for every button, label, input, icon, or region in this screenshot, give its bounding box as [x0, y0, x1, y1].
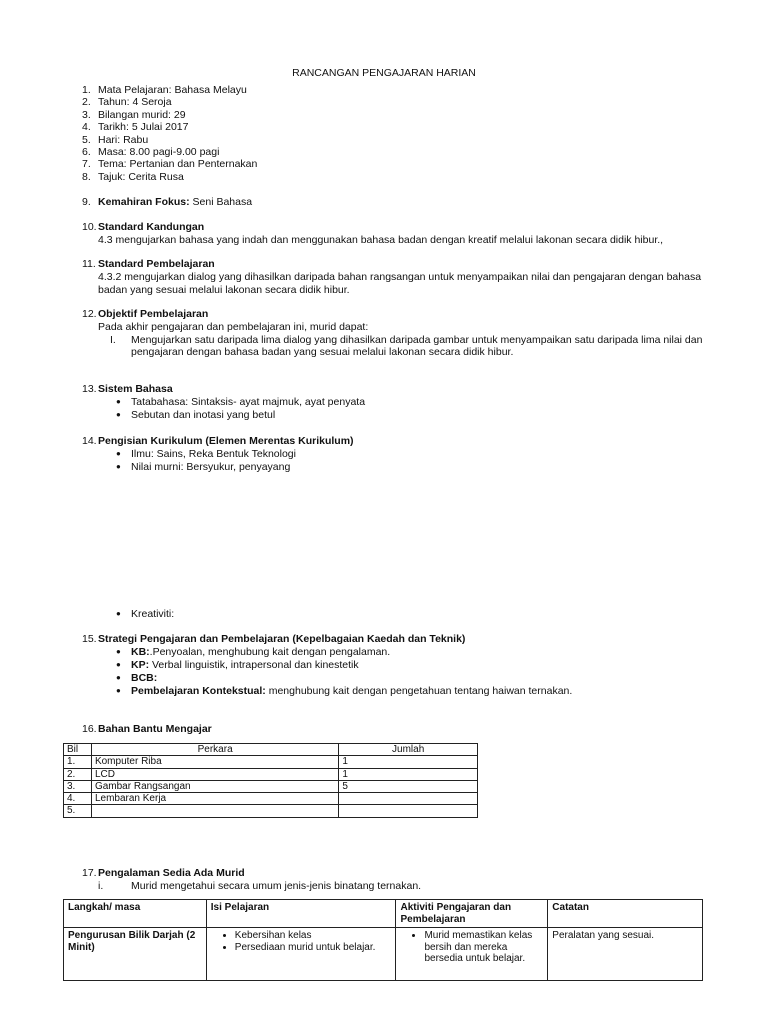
kurikulum-item: Kreativiti: — [131, 608, 175, 620]
table-cell: LCD — [91, 768, 338, 780]
objektif-item-line2: pengajaran dengan bahasa badan yang sesuai melalui lakonan secara didik hibur. — [131, 346, 514, 358]
pengalaman-item: Murid mengetahui secara umum jenis-jenis binatang ternakan. — [131, 880, 422, 892]
table-cell: 2. — [64, 768, 92, 780]
strategi-item: KP: Verbal linguistik, intrapersonal dan kinestetik — [131, 659, 359, 671]
bullet-icon: ● — [116, 673, 121, 682]
table-row — [64, 768, 478, 780]
table-cell: 1 — [339, 756, 478, 768]
isi-cell — [206, 928, 396, 981]
catatan-cell: Peralatan yang sesuai. — [548, 928, 703, 981]
column-header: Catatan — [548, 900, 703, 928]
isi-item: • Persediaan murid untuk belajar. — [235, 942, 392, 954]
strategi-item: BCB: — [131, 672, 158, 684]
column-header: Aktiviti Pengajaran dan Pembelajaran — [396, 900, 548, 928]
bullet-icon: ● — [116, 686, 121, 695]
standard-kandungan-body: 4.3 mengujarkan bahasa yang indah dan menggunakan bahasa badan dengan kreatif melalui lakonan secara didik hibur., — [98, 234, 664, 246]
table-header-row — [64, 900, 703, 928]
table-header-row — [64, 744, 478, 756]
table-cell: 3. — [64, 780, 92, 792]
column-header: Bil — [64, 744, 92, 756]
bullet-icon: ● — [116, 397, 121, 406]
bullet-icon: ● — [116, 647, 121, 656]
table-cell: Komputer Riba — [91, 756, 338, 768]
kemahiran-value: Seni Bahasa — [189, 196, 253, 208]
kurikulum-item: Ilmu: Sains, Reka Bentuk Teknologi — [131, 448, 296, 460]
document-title: RANCANGAN PENGAJARAN HARIAN — [292, 67, 476, 79]
column-header: Langkah/ masa — [64, 900, 207, 928]
table-row — [64, 793, 478, 805]
table-row — [64, 805, 478, 817]
langkah-table — [63, 899, 703, 981]
table-cell: Gambar Rangsangan — [91, 780, 338, 792]
kemahiran-label: Kemahiran Fokus: — [98, 196, 190, 208]
bullet-icon: ● — [116, 449, 121, 458]
kurikulum-item: Nilai murni: Bersyukur, penyayang — [131, 461, 291, 473]
table-row — [64, 780, 478, 792]
objektif-item-number: I. — [110, 333, 116, 346]
bullet-icon: ● — [116, 609, 121, 618]
aktiviti-cell — [396, 928, 548, 981]
table-cell: 1 — [339, 768, 478, 780]
bullet-icon: ● — [116, 462, 121, 471]
column-header: Perkara — [91, 744, 338, 756]
table-cell: 4. — [64, 793, 92, 805]
strategi-item: KB:.Penyoalan, menghubung kait dengan pengalaman. — [131, 646, 391, 658]
isi-item: • Kebersihan kelas — [235, 930, 392, 942]
table-row — [64, 756, 478, 768]
pengalaman-item-number: i. — [98, 880, 104, 892]
bullet-icon: ● — [116, 660, 121, 669]
bahan-bantu-table — [63, 743, 478, 818]
table-cell: 1. — [64, 756, 92, 768]
standard-pembelajaran-line2: badan yang sesuai melalui lakonan secara didik hibur. — [98, 283, 350, 296]
column-header: Jumlah — [339, 744, 478, 756]
objektif-intro: Pada akhir pengajaran dan pembelajaran ini, murid dapat: — [98, 321, 369, 333]
langkah-cell: Pengurusan Bilik Darjah (2 Minit) — [64, 928, 207, 981]
table-cell — [91, 805, 338, 817]
table-row — [64, 928, 703, 981]
strategi-item: Pembelajaran Kontekstual: menghubung kait dengan pengetahuan tentang haiwan ternakan. — [131, 685, 573, 697]
table-cell: 5. — [64, 805, 92, 817]
bullet-icon: ● — [116, 410, 121, 419]
table-cell: 5 — [339, 780, 478, 792]
sistem-bahasa-item: Sebutan dan inotasi yang betul — [131, 409, 276, 421]
column-header: Isi Pelajaran — [206, 900, 396, 928]
standard-pembelajaran-line1: 4.3.2 mengujarkan dialog yang dihasilkan daripada bahan rangsangan untuk menyampaikan nilai dan pengajaran dengan bahasa — [98, 271, 702, 283]
table-cell: Lembaran Kerja — [91, 793, 338, 805]
sistem-bahasa-item: Tatabahasa: Sintaksis- ayat majmuk, ayat penyata — [131, 396, 366, 408]
aktiviti-item: • Murid memastikan kelas bersih dan mereka bersedia untuk belajar. — [424, 930, 543, 965]
lesson-plan-page: RANCANGAN PENGAJARAN HARIAN 1. Mata Pelajaran: Bahasa Melayu 2. Tahun: 4 Seroja 3. Bilangan murid: 29 4. Tarikh: 5 Julai 2017 5. Hari: Rabu 6. Masa: 8.00 pagi-9.00 pagi 7. Tema: Pertanian dan Penternakan 8. Tajuk: Cerita Rusa 9. Kemahiran Fokus: Seni Bahasa 10. Standard Kandungan 4.3 mengujarkan bahasa yang indah dan menggunakan bahasa badan dengan kreatif melalui lakonan secara didik hibur., 11. Standard Pembelajaran 4.3.2 mengujarkan dialog yang dihasilkan daripada bahan rangsangan untuk menyampaikan nilai dan pengajaran dengan bahasa badan yang sesuai melalui lakonan secara didik hibur. 12. Objektif Pembelajaran Pada akhir pengajaran dan pembelajaran ini, murid dapat: I. Mengujarkan satu daripada lima dialog yang dihasilkan daripada gambar untuk menyampaikan satu daripada lima nilai dan pengajaran dengan bahasa badan yang sesuai melalui lakonan secara didik hibur. 13. Sistem Bahasa ● Tatabahasa: Sintaksis- ayat majmuk, ayat penyata ● Sebutan dan inotasi yang betul 14. Pengisian Kurikulum (Elemen Merentas Kurikulum) ● Ilmu: Sains, Reka Bentuk Teknologi ● Nilai murni: Bersyukur, penyayang ● Kreativiti: 15. Strategi Pengajaran dan Pembelajaran (Kepelbagaian Kaedah dan Teknik) ● KB:.Penyoalan, menghubung kait dengan pengalaman. ● KP: Verbal linguistik, intrapersonal dan kinestetik ● BCB: ● Pembelajaran Kontekstual: menghubung kait dengan pengetahuan tentang haiwan ternakan. 16. Bahan Bantu Mengajar Bil Perkara Jumlah 1. Komputer Riba 1 2. LCD 1 3. Gambar Rangsangan 5 4. Lembaran Kerja 5. 17. Pengalaman Sedia Ada Murid i. Murid mengetahui secara umum jenis-jenis binatang ternakan. Langkah/ masa Isi Pelajaran Aktiviti Pengajaran dan Pembelajaran Catatan Pengurusan Bilik Darjah (2 Minit) • Kebersihan kelas • Persediaan murid untuk belajar. • Murid memastikan kelas bersih dan mereka bersedia untuk belajar. Peralatan yang sesuai. — [0, 0, 768, 1024]
table-cell — [339, 805, 478, 817]
table-cell — [339, 793, 478, 805]
objektif-item-line1: Mengujarkan satu daripada lima dialog yang dihasilkan daripada gambar untuk menyampaikan satu daripada lima nilai dan — [131, 333, 703, 346]
